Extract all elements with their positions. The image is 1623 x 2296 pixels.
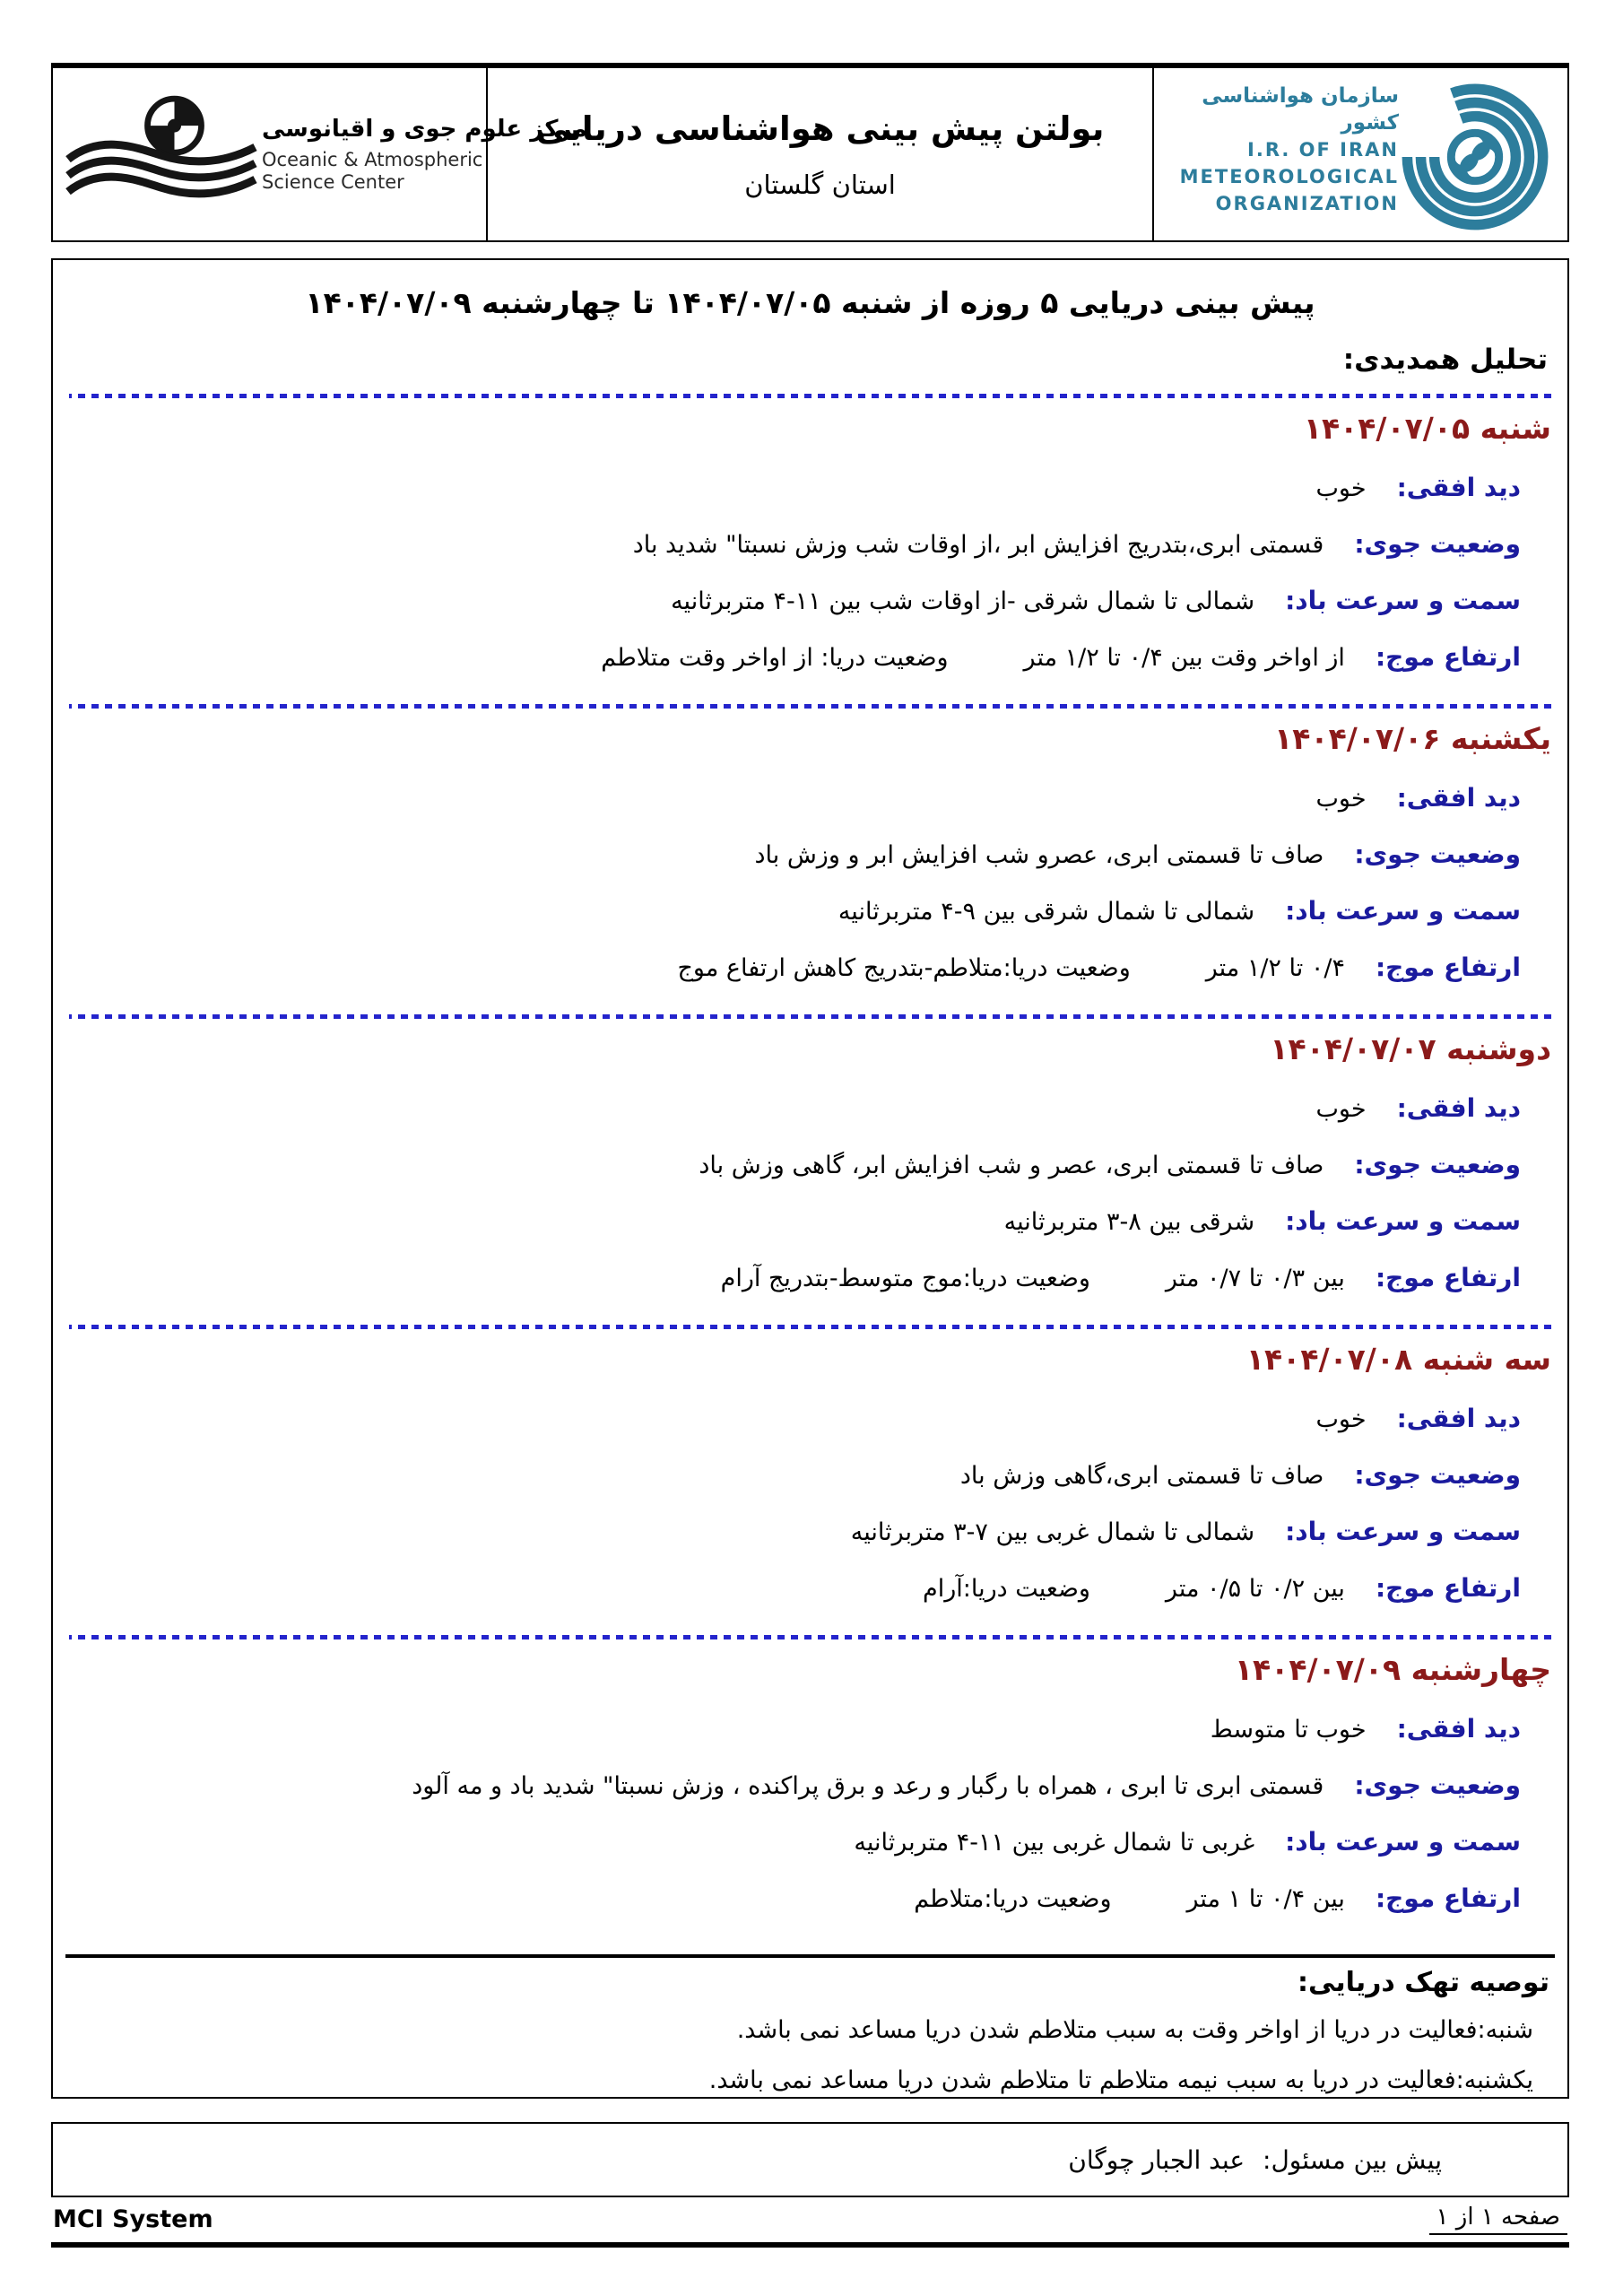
irimo-logo (1154, 68, 1567, 240)
weather-value: قسمتی ابری تا ابری ، همراه با رگبار و رعد و برق پراکنده ، وزش نسبتا" شدید باد و مه آلود (412, 1772, 1324, 1800)
day-section (65, 411, 1555, 709)
wind-value: شمالی تا شمال غربی بین ۷-۳ متربرثانیه (850, 1518, 1255, 1546)
day-section (65, 1652, 1555, 1927)
weather-row (65, 1137, 1521, 1194)
wind-row (65, 1814, 1521, 1871)
sea-state-value: وضعیت دریا:آرام (923, 1575, 1090, 1603)
visibility-row (65, 460, 1521, 517)
bulletin-main-title: بولتن پیش بینی هواشناسی دریایی (535, 109, 1105, 148)
weather-value: قسمتی ابری،بتدریج افزایش ابر ،از اوقات شب وزش نسبتا" شدید باد (632, 531, 1324, 559)
advisory-line: یکشنبه:فعالیت در دریا به سبب نیمه متلاطم تا متلاطم شدن دریا مساعد نمی باشد. (708, 2066, 1533, 2094)
weather-row (65, 1448, 1521, 1504)
wave-value: از اواخر وقت بین ۰/۴ تا ۱/۲ متر (1023, 644, 1345, 672)
visibility-label: دید افقی: (1396, 783, 1521, 813)
oceanic-pinwheel-waves-icon (60, 79, 262, 230)
wind-value: شمالی تا شمال شرقی بین ۹-۴ متربرثانیه (838, 898, 1255, 926)
wind-row (65, 1504, 1521, 1561)
wave-label: ارتفاع موج: (1375, 952, 1521, 982)
advisory-divider (65, 1954, 1555, 1958)
wave-value: بین ۰/۴ تا ۱ متر (1186, 1885, 1345, 1913)
day-date-heading: دوشنبه ۱۴۰۴/۰۷/۰۷ (1270, 1031, 1551, 1066)
wave-label: ارتفاع موج: (1375, 642, 1521, 672)
visibility-row (65, 770, 1521, 827)
visibility-row (65, 1701, 1521, 1758)
wave-label: ارتفاع موج: (1375, 1573, 1521, 1603)
forecaster-label: پیش بین مسئول: (1263, 2144, 1442, 2175)
sea-state-value: وضعیت دریا: از اواخر وقت متلاطم (601, 644, 949, 672)
oceanic-center-title-en-2: Science Center (262, 171, 404, 194)
wave-label: ارتفاع موج: (1375, 1263, 1521, 1292)
weather-value: صاف تا قسمتی ابری، عصرو شب افزایش ابر و وزش باد (754, 841, 1324, 869)
visibility-row (65, 1391, 1521, 1448)
weather-value: صاف تا قسمتی ابری،گاهی وزش باد (959, 1462, 1324, 1490)
day-section (65, 1031, 1555, 1329)
visibility-value: خوب تا متوسط (1210, 1716, 1367, 1744)
wind-label: سمت و سرعت باد: (1285, 1517, 1521, 1546)
day-section (65, 721, 1555, 1019)
irimo-spiral-icon (1395, 77, 1555, 240)
wind-value: غربی تا شمال غربی بین ۱۱-۴ متربرثانیه (854, 1829, 1255, 1857)
section-separator (69, 394, 1551, 398)
oceanic-center-logo (53, 68, 587, 240)
wave-value: ۰/۴ تا ۱/۲ متر (1205, 954, 1345, 982)
wave-row (65, 630, 1521, 686)
day-section (65, 1342, 1555, 1639)
weather-value: صاف تا قسمتی ابری، عصر و شب افزایش ابر، گاهی وزش باد (699, 1152, 1324, 1179)
wind-label: سمت و سرعت باد: (1285, 896, 1521, 926)
irimo-title-fa: سازمان هواشناسی کشور (1202, 84, 1399, 135)
weather-row (65, 517, 1521, 573)
weather-label: وضعیت جوی: (1354, 1770, 1521, 1800)
day-date-heading: سه شنبه ۱۴۰۴/۰۷/۰۸ (1245, 1342, 1551, 1377)
visibility-value: خوب (1315, 1095, 1367, 1123)
visibility-label: دید افقی: (1396, 473, 1521, 502)
visibility-value: خوب (1315, 1405, 1367, 1433)
day-date-heading: چهارشنبه ۱۴۰۴/۰۷/۰۹ (1234, 1652, 1551, 1687)
forecaster-box (51, 2122, 1569, 2197)
bulletin-header (51, 63, 1569, 242)
day-date-heading: یکشنبه ۱۴۰۴/۰۷/۰۶ (1274, 721, 1551, 756)
visibility-label: دید افقی: (1396, 1404, 1521, 1433)
section-separator (69, 704, 1551, 709)
wind-row (65, 1194, 1521, 1250)
irimo-line1: I.R. OF IRAN (1247, 139, 1399, 161)
footer-rule (51, 2242, 1569, 2248)
advisory-line: شنبه:فعالیت در دریا از اواخر وقت به سبب متلاطم شدن دریا مساعد نمی باشد. (736, 2016, 1533, 2044)
weather-label: وضعیت جوی: (1354, 839, 1521, 869)
visibility-row (65, 1081, 1521, 1137)
weather-label: وضعیت جوی: (1354, 1150, 1521, 1179)
sea-state-value: وضعیت دریا:موج متوسط-بتدریج آرام (720, 1265, 1090, 1292)
advisory-title: توصیه تهک دریایی: (1298, 1967, 1549, 1998)
system-name: MCI System (53, 2205, 213, 2233)
weather-label: وضعیت جوی: (1354, 529, 1521, 559)
weather-label: وضعیت جوی: (1354, 1460, 1521, 1490)
irimo-line3: ORGANIZATION (1215, 193, 1399, 214)
visibility-value: خوب (1315, 474, 1367, 502)
weather-row (65, 827, 1521, 883)
wind-label: سمت و سرعت باد: (1285, 1827, 1521, 1857)
sea-state-value: وضعیت دریا:متلاطم-بتدریج کاهش ارتفاع موج (677, 954, 1131, 982)
section-separator (69, 1635, 1551, 1639)
wind-label: سمت و سرعت باد: (1285, 1206, 1521, 1236)
forecast-body (51, 258, 1569, 2099)
visibility-label: دید افقی: (1396, 1093, 1521, 1123)
oceanic-center-title-fa: مرکز علوم جوی و اقیانوسی (262, 115, 587, 143)
page-number: صفحه ۱ از ۱ (1429, 2204, 1567, 2235)
weather-row (65, 1758, 1521, 1814)
wave-value: بین ۰/۳ تا ۰/۷ متر (1165, 1265, 1345, 1292)
synoptic-analysis-label: تحلیل همدیدی: (1342, 344, 1548, 376)
wave-row (65, 1561, 1521, 1617)
bulletin-title-cell (486, 68, 1154, 240)
section-separator (69, 1014, 1551, 1019)
forecaster-name: عبد الجبار چوگان (1068, 2144, 1245, 2175)
wind-row (65, 573, 1521, 630)
forecast-title: پیش بینی دریایی ۵ روزه از شنبه ۱۴۰۴/۰۷/۰۵ تا چهارشنبه ۱۴۰۴/۰۷/۰۹ (305, 285, 1315, 320)
visibility-label: دید افقی: (1396, 1714, 1521, 1744)
province-name: استان گلستان (744, 169, 896, 200)
wave-label: ارتفاع موج: (1375, 1883, 1521, 1913)
wind-label: سمت و سرعت باد: (1285, 586, 1521, 615)
wind-value: شرقی بین ۸-۳ متربرثانیه (1003, 1208, 1255, 1236)
wave-row (65, 1871, 1521, 1927)
wave-row (65, 940, 1521, 996)
oceanic-center-title-en-1: Oceanic & Atmospheric (262, 149, 483, 171)
irimo-line2: METEOROLOGICAL (1179, 166, 1399, 187)
wind-row (65, 883, 1521, 940)
wind-value: شمالی تا شمال شرقی -از اوقات شب بین ۱۱-۴ متربرثانیه (671, 587, 1255, 615)
sea-state-value: وضعیت دریا:متلاطم (914, 1885, 1112, 1913)
page-footer (51, 2199, 1569, 2239)
section-separator (69, 1325, 1551, 1329)
wave-row (65, 1250, 1521, 1307)
visibility-value: خوب (1315, 785, 1367, 813)
wave-value: بین ۰/۲ تا ۰/۵ متر (1165, 1575, 1345, 1603)
day-date-heading: شنبه ۱۴۰۴/۰۷/۰۵ (1303, 411, 1551, 446)
